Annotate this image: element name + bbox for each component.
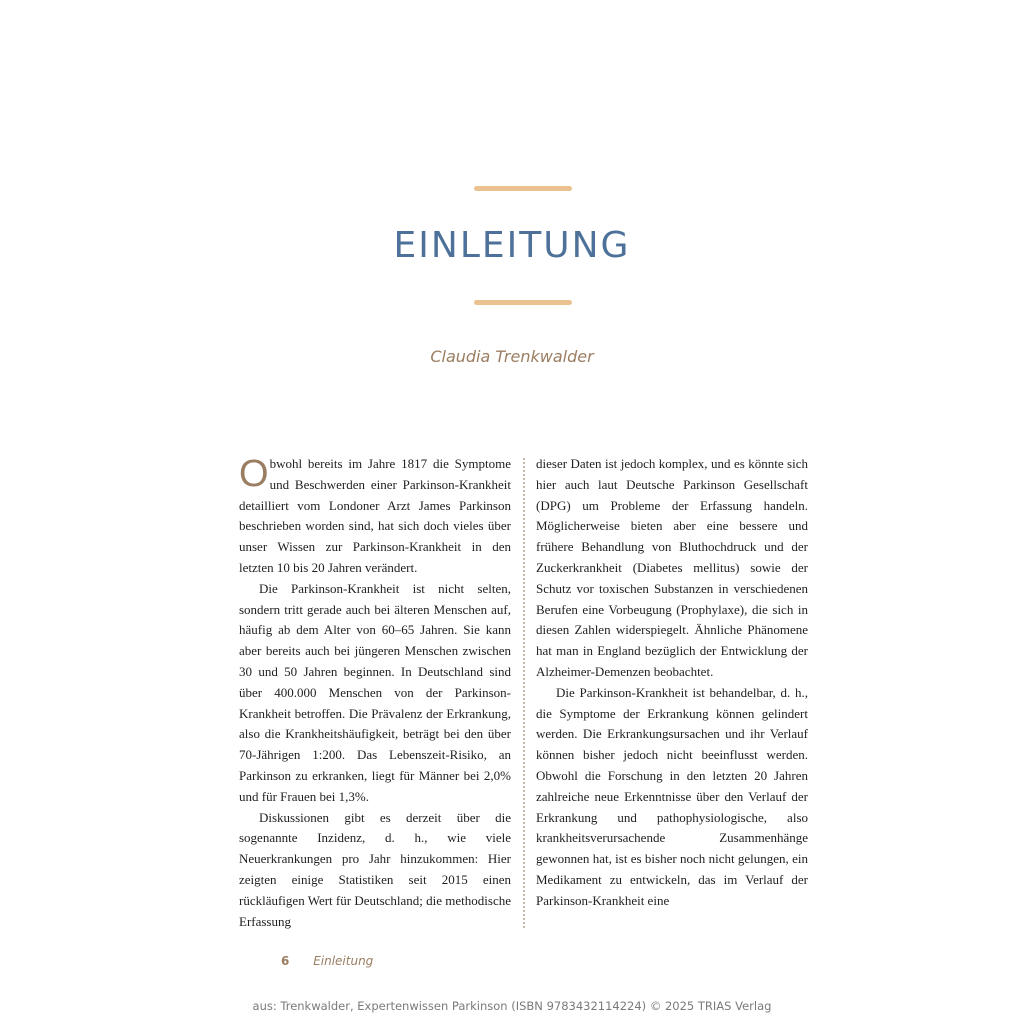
text-column-right bbox=[536, 454, 808, 912]
paragraph: Diskussionen gibt es derzeit über die sogenannte Inzidenz, d. h., wie viele Neuerkrankungen pro Jahr hinzukommen: Hier zeigten einige Statistiken seit 2015 einen rückläufigen Wert für Deutschland; die methodische Erfassung bbox=[239, 809, 511, 929]
text-column-left bbox=[239, 454, 511, 932]
title-rule-top bbox=[474, 186, 572, 191]
title-rule-bottom bbox=[474, 300, 572, 305]
column-divider bbox=[523, 458, 525, 928]
running-section-title: Einleitung bbox=[313, 954, 374, 968]
paragraph: Die Parkinson-Krankheit ist behandelbar, d. h., die Symptome der Erkrankung können gelindert werden. Die Erkrankungsursachen und ihr Verlauf können bisher jedoch nicht beeinflusst werden. Obwohl die Forschung in den letzten 20 Jahren zahlreiche neue Erkenntnisse über den Verlauf der Erkrankung und pathophysiologische, also krankheitsverursachende Zusammenhänge gewonnen hat, ist es bisher noch nicht gelungen, ein Medikament zu entwickeln, das im Verlauf der Parkinson-Krankheit eine bbox=[536, 684, 808, 908]
source-credit: aus: Trenkwalder, Expertenwissen Parkinson (ISBN 9783432114224) © 2025 TRIAS Verlag bbox=[252, 999, 772, 1013]
chapter-title: EINLEITUNG bbox=[393, 225, 631, 266]
page-footer bbox=[281, 954, 373, 968]
page-number: 6 bbox=[281, 954, 290, 968]
paragraph-text: bwohl bereits im Jahre 1817 die Symptome und Beschwerden einer Parkinson-Krankheit detailliert vom Londoner Arzt James Parkinson beschrieben worden sind, hat sich doch vieles über unser Wissen zur Parkinson-Krankheit in den letzten 10 bis 20 Jahren verändert. bbox=[239, 456, 511, 575]
paragraph bbox=[239, 454, 511, 579]
paragraph: Die Parkinson-Krankheit ist nicht selten, sondern tritt gerade auch bei älteren Menschen auf, häufig ab dem Alter von 60–65 Jahren. Sie kann aber bereits auch bei jüngeren Menschen zwischen 30 und 50 Jahren beginnen. In Deutschland sind über 400.000 Menschen von der Parkinson-Krankheit betroffen. Die Prävalenz der Erkrankung, also die Krankheitshäufigkeit, beträgt bei den über 70-Jährigen 1:200. Das Lebenszeit-Risiko, an Parkinson zu erkranken, liegt für Männer bei 2,0% und für Frauen bei 1,3%. bbox=[239, 580, 511, 804]
drop-cap: O bbox=[239, 453, 269, 495]
chapter-author: Claudia Trenkwalder bbox=[430, 347, 594, 366]
paragraph: dieser Daten ist jedoch komplex, und es könnte sich hier auch laut Deutsche Parkinson Gesellschaft (DPG) um Probleme der Erfassung handeln. Möglicherweise bieten aber eine bessere und frühere Behandlung von Bluthochdruck und der Zuckerkrankheit (Diabetes mellitus) sowie der Schutz vor toxischen Substanzen in verschiedenen Berufen eine Vorbeugung (Prophylaxe), die sich in diesen Zahlen widerspiegelt. Ähnliche Phänomene hat man in England bezüglich der Entwicklung der Alzheimer-Demenzen beobachtet. bbox=[536, 456, 808, 679]
